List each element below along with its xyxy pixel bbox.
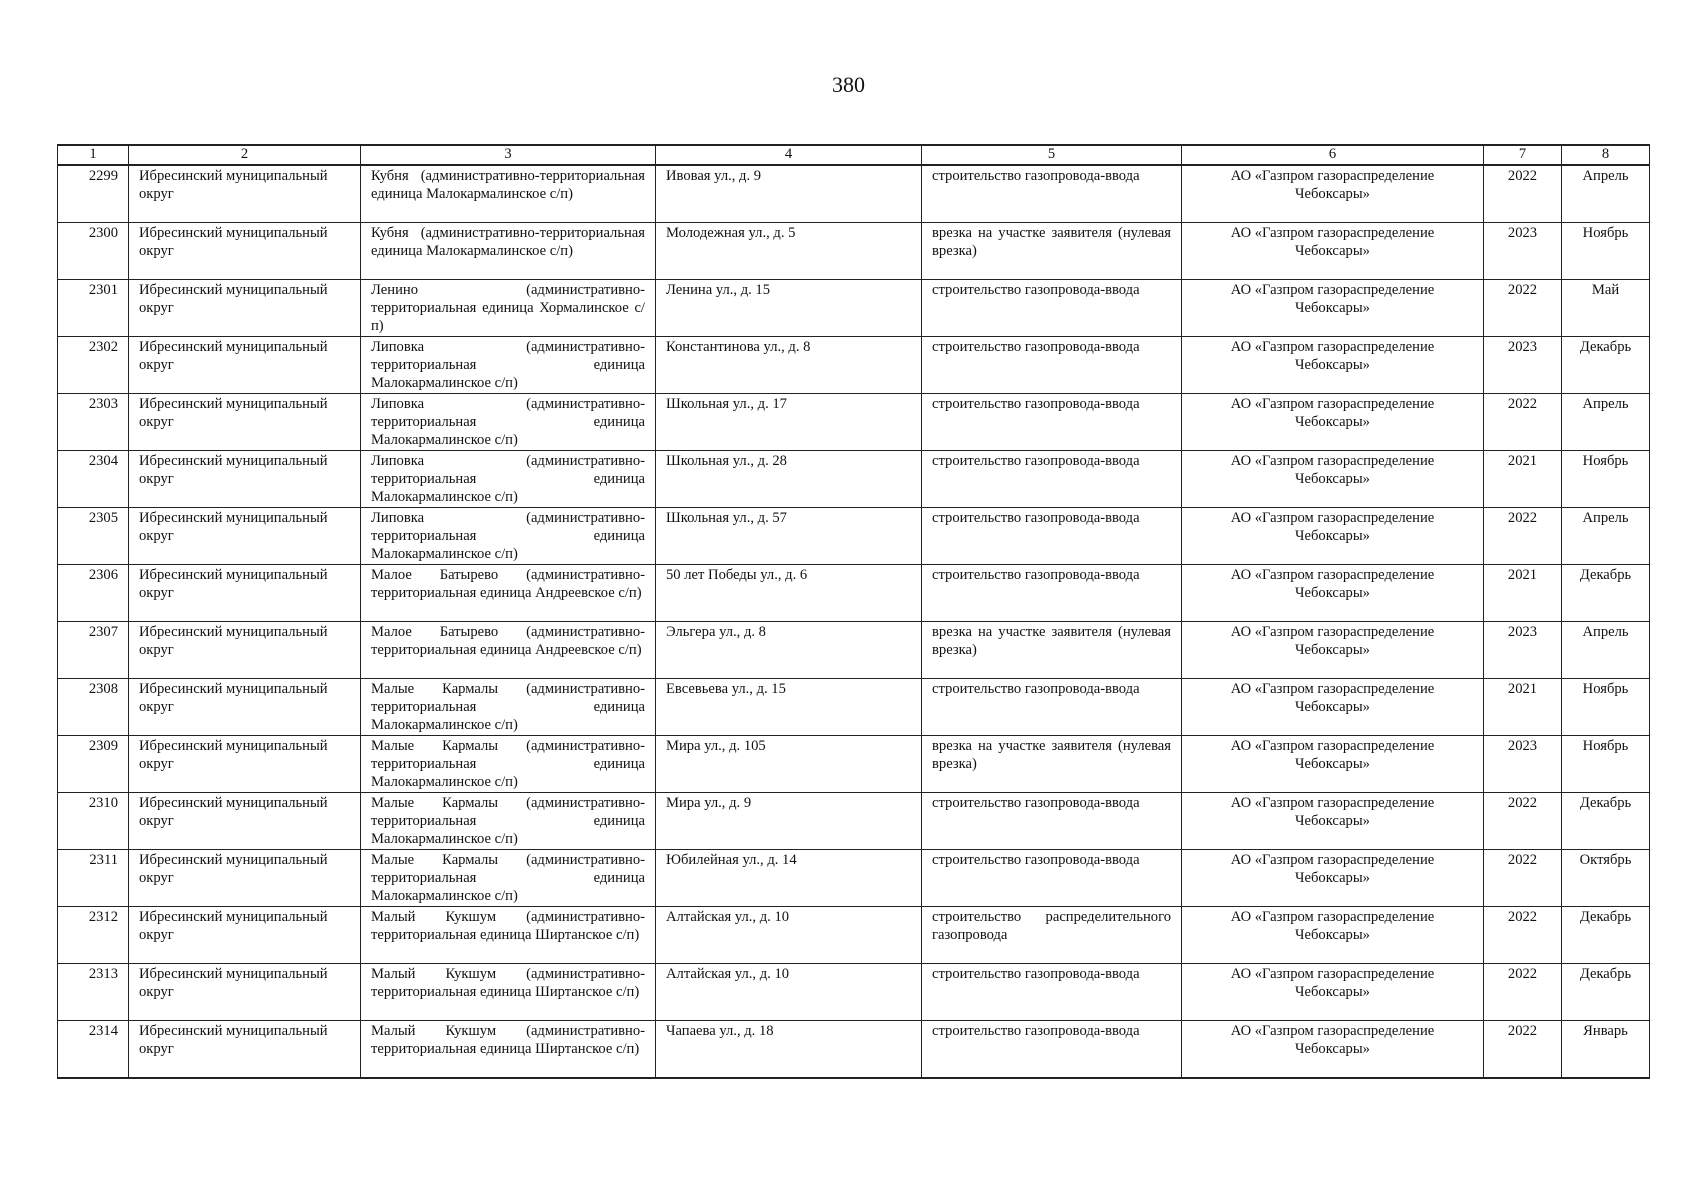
table-row xyxy=(58,394,1650,451)
row-number-cell: 2299 xyxy=(58,165,129,223)
settlement-cell: Липовка (административно-территориальная единица Малокармалинское с/п) xyxy=(361,337,656,394)
organization-cell: АО «Газпром газораспределение Чебоксары» xyxy=(1182,850,1484,907)
row-number-cell: 2309 xyxy=(58,736,129,793)
district-cell: Ибресинский муниципальный округ xyxy=(129,850,361,907)
district-cell: Ибресинский муниципальный округ xyxy=(129,508,361,565)
organization-cell: АО «Газпром газораспределение Чебоксары» xyxy=(1182,964,1484,1021)
month-cell: Январь xyxy=(1562,1021,1650,1079)
table-row xyxy=(58,622,1650,679)
settlement-cell: Липовка (административно-территориальная единица Малокармалинское с/п) xyxy=(361,451,656,508)
year-cell: 2021 xyxy=(1484,451,1562,508)
work-type-cell: строительство газопровода-ввода xyxy=(922,337,1182,394)
organization-cell: АО «Газпром газораспределение Чебоксары» xyxy=(1182,907,1484,964)
year-cell: 2022 xyxy=(1484,793,1562,850)
page-number: 380 xyxy=(832,72,865,97)
row-number-cell: 2305 xyxy=(58,508,129,565)
address-cell: Школьная ул., д. 28 xyxy=(656,451,922,508)
row-number-cell: 2313 xyxy=(58,964,129,1021)
year-cell: 2023 xyxy=(1484,622,1562,679)
month-cell: Октябрь xyxy=(1562,850,1650,907)
table-row xyxy=(58,850,1650,907)
settlement-cell: Малые Кармалы (административно-территориальная единица Малокармалинское с/п) xyxy=(361,793,656,850)
work-type-cell: строительство газопровода-ввода xyxy=(922,451,1182,508)
year-cell: 2022 xyxy=(1484,964,1562,1021)
address-cell: Эльгера ул., д. 8 xyxy=(656,622,922,679)
column-number-row xyxy=(58,145,1650,165)
organization-cell: АО «Газпром газораспределение Чебоксары» xyxy=(1182,793,1484,850)
row-number-cell: 2310 xyxy=(58,793,129,850)
settlement-cell: Кубня (административно-территориальная единица Малокармалинское с/п) xyxy=(361,223,656,280)
month-cell: Апрель xyxy=(1562,165,1650,223)
work-type-cell: строительство газопровода-ввода xyxy=(922,165,1182,223)
organization-cell: АО «Газпром газораспределение Чебоксары» xyxy=(1182,1021,1484,1079)
address-cell: Ивовая ул., д. 9 xyxy=(656,165,922,223)
settlement-cell: Малые Кармалы (административно-территориальная единица Малокармалинское с/п) xyxy=(361,679,656,736)
work-type-cell: строительство газопровода-ввода xyxy=(922,508,1182,565)
work-type-cell: строительство газопровода-ввода xyxy=(922,793,1182,850)
year-cell: 2023 xyxy=(1484,337,1562,394)
column-header: 4 xyxy=(656,145,922,165)
month-cell: Декабрь xyxy=(1562,964,1650,1021)
address-cell: Константинова ул., д. 8 xyxy=(656,337,922,394)
month-cell: Ноябрь xyxy=(1562,451,1650,508)
year-cell: 2022 xyxy=(1484,1021,1562,1079)
address-cell: Школьная ул., д. 17 xyxy=(656,394,922,451)
year-cell: 2023 xyxy=(1484,736,1562,793)
organization-cell: АО «Газпром газораспределение Чебоксары» xyxy=(1182,223,1484,280)
column-header: 3 xyxy=(361,145,656,165)
organization-cell: АО «Газпром газораспределение Чебоксары» xyxy=(1182,508,1484,565)
table-row xyxy=(58,280,1650,337)
month-cell: Ноябрь xyxy=(1562,223,1650,280)
district-cell: Ибресинский муниципальный округ xyxy=(129,223,361,280)
row-number-cell: 2302 xyxy=(58,337,129,394)
organization-cell: АО «Газпром газораспределение Чебоксары» xyxy=(1182,337,1484,394)
district-cell: Ибресинский муниципальный округ xyxy=(129,907,361,964)
district-cell: Ибресинский муниципальный округ xyxy=(129,679,361,736)
organization-cell: АО «Газпром газораспределение Чебоксары» xyxy=(1182,622,1484,679)
settlement-cell: Малый Кукшум (административно-территориальная единица Ширтанское с/п) xyxy=(361,1021,656,1079)
work-type-cell: врезка на участке заявителя (нулевая врезка) xyxy=(922,622,1182,679)
address-cell: Мира ул., д. 9 xyxy=(656,793,922,850)
address-cell: Молодежная ул., д. 5 xyxy=(656,223,922,280)
work-type-cell: строительство газопровода-ввода xyxy=(922,280,1182,337)
organization-cell: АО «Газпром газораспределение Чебоксары» xyxy=(1182,165,1484,223)
settlement-cell: Малый Кукшум (административно-территориальная единица Ширтанское с/п) xyxy=(361,964,656,1021)
work-type-cell: строительство газопровода-ввода xyxy=(922,679,1182,736)
row-number-cell: 2300 xyxy=(58,223,129,280)
row-number-cell: 2312 xyxy=(58,907,129,964)
column-header: 2 xyxy=(129,145,361,165)
settlement-cell: Ленино (административно-территориальная единица Хормалинское с/п) xyxy=(361,280,656,337)
table-row xyxy=(58,964,1650,1021)
row-number-cell: 2307 xyxy=(58,622,129,679)
year-cell: 2022 xyxy=(1484,508,1562,565)
settlement-cell: Малые Кармалы (административно-территориальная единица Малокармалинское с/п) xyxy=(361,850,656,907)
year-cell: 2022 xyxy=(1484,165,1562,223)
gasification-schedule-table xyxy=(57,144,1650,1079)
year-cell: 2022 xyxy=(1484,394,1562,451)
month-cell: Ноябрь xyxy=(1562,679,1650,736)
settlement-cell: Кубня (административно-территориальная единица Малокармалинское с/п) xyxy=(361,165,656,223)
table-row xyxy=(58,223,1650,280)
table-row xyxy=(58,451,1650,508)
month-cell: Декабрь xyxy=(1562,907,1650,964)
month-cell: Декабрь xyxy=(1562,565,1650,622)
table-row xyxy=(58,337,1650,394)
district-cell: Ибресинский муниципальный округ xyxy=(129,1021,361,1079)
row-number-cell: 2303 xyxy=(58,394,129,451)
row-number-cell: 2306 xyxy=(58,565,129,622)
address-cell: Ленина ул., д. 15 xyxy=(656,280,922,337)
district-cell: Ибресинский муниципальный округ xyxy=(129,165,361,223)
column-header: 6 xyxy=(1182,145,1484,165)
row-number-cell: 2304 xyxy=(58,451,129,508)
month-cell: Ноябрь xyxy=(1562,736,1650,793)
district-cell: Ибресинский муниципальный округ xyxy=(129,280,361,337)
district-cell: Ибресинский муниципальный округ xyxy=(129,394,361,451)
year-cell: 2023 xyxy=(1484,223,1562,280)
year-cell: 2022 xyxy=(1484,850,1562,907)
settlement-cell: Малый Кукшум (административно-территориальная единица Ширтанское с/п) xyxy=(361,907,656,964)
year-cell: 2021 xyxy=(1484,565,1562,622)
year-cell: 2022 xyxy=(1484,280,1562,337)
district-cell: Ибресинский муниципальный округ xyxy=(129,793,361,850)
district-cell: Ибресинский муниципальный округ xyxy=(129,622,361,679)
month-cell: Апрель xyxy=(1562,622,1650,679)
row-number-cell: 2311 xyxy=(58,850,129,907)
work-type-cell: строительство газопровода-ввода xyxy=(922,394,1182,451)
district-cell: Ибресинский муниципальный округ xyxy=(129,451,361,508)
settlement-cell: Малые Кармалы (административно-территориальная единица Малокармалинское с/п) xyxy=(361,736,656,793)
table-row xyxy=(58,565,1650,622)
district-cell: Ибресинский муниципальный округ xyxy=(129,565,361,622)
work-type-cell: строительство распределительного газопровода xyxy=(922,907,1182,964)
organization-cell: АО «Газпром газораспределение Чебоксары» xyxy=(1182,280,1484,337)
month-cell: Декабрь xyxy=(1562,337,1650,394)
column-header: 7 xyxy=(1484,145,1562,165)
table-row xyxy=(58,736,1650,793)
month-cell: Май xyxy=(1562,280,1650,337)
address-cell: Чапаева ул., д. 18 xyxy=(656,1021,922,1079)
address-cell: Алтайская ул., д. 10 xyxy=(656,907,922,964)
district-cell: Ибресинский муниципальный округ xyxy=(129,337,361,394)
table-row xyxy=(58,1021,1650,1079)
address-cell: Школьная ул., д. 57 xyxy=(656,508,922,565)
organization-cell: АО «Газпром газораспределение Чебоксары» xyxy=(1182,565,1484,622)
column-header: 1 xyxy=(58,145,129,165)
table-row xyxy=(58,508,1650,565)
organization-cell: АО «Газпром газораспределение Чебоксары» xyxy=(1182,394,1484,451)
address-cell: Юбилейная ул., д. 14 xyxy=(656,850,922,907)
year-cell: 2021 xyxy=(1484,679,1562,736)
address-cell: Евсевьева ул., д. 15 xyxy=(656,679,922,736)
table-row xyxy=(58,679,1650,736)
table-row xyxy=(58,793,1650,850)
settlement-cell: Малое Батырево (административно-территориальная единица Андреевское с/п) xyxy=(361,565,656,622)
settlement-cell: Липовка (административно-территориальная единица Малокармалинское с/п) xyxy=(361,508,656,565)
organization-cell: АО «Газпром газораспределение Чебоксары» xyxy=(1182,451,1484,508)
row-number-cell: 2301 xyxy=(58,280,129,337)
settlement-cell: Липовка (административно-территориальная единица Малокармалинское с/п) xyxy=(361,394,656,451)
settlement-cell: Малое Батырево (административно-территориальная единица Андреевское с/п) xyxy=(361,622,656,679)
district-cell: Ибресинский муниципальный округ xyxy=(129,964,361,1021)
work-type-cell: строительство газопровода-ввода xyxy=(922,565,1182,622)
address-cell: Мира ул., д. 105 xyxy=(656,736,922,793)
address-cell: 50 лет Победы ул., д. 6 xyxy=(656,565,922,622)
district-cell: Ибресинский муниципальный округ xyxy=(129,736,361,793)
row-number-cell: 2308 xyxy=(58,679,129,736)
column-header: 8 xyxy=(1562,145,1650,165)
address-cell: Алтайская ул., д. 10 xyxy=(656,964,922,1021)
table-row xyxy=(58,165,1650,223)
row-number-cell: 2314 xyxy=(58,1021,129,1079)
work-type-cell: строительство газопровода-ввода xyxy=(922,964,1182,1021)
work-type-cell: врезка на участке заявителя (нулевая врезка) xyxy=(922,223,1182,280)
table-row xyxy=(58,907,1650,964)
year-cell: 2022 xyxy=(1484,907,1562,964)
work-type-cell: строительство газопровода-ввода xyxy=(922,1021,1182,1079)
month-cell: Апрель xyxy=(1562,394,1650,451)
month-cell: Декабрь xyxy=(1562,793,1650,850)
column-header: 5 xyxy=(922,145,1182,165)
work-type-cell: врезка на участке заявителя (нулевая врезка) xyxy=(922,736,1182,793)
organization-cell: АО «Газпром газораспределение Чебоксары» xyxy=(1182,736,1484,793)
organization-cell: АО «Газпром газораспределение Чебоксары» xyxy=(1182,679,1484,736)
month-cell: Апрель xyxy=(1562,508,1650,565)
work-type-cell: строительство газопровода-ввода xyxy=(922,850,1182,907)
